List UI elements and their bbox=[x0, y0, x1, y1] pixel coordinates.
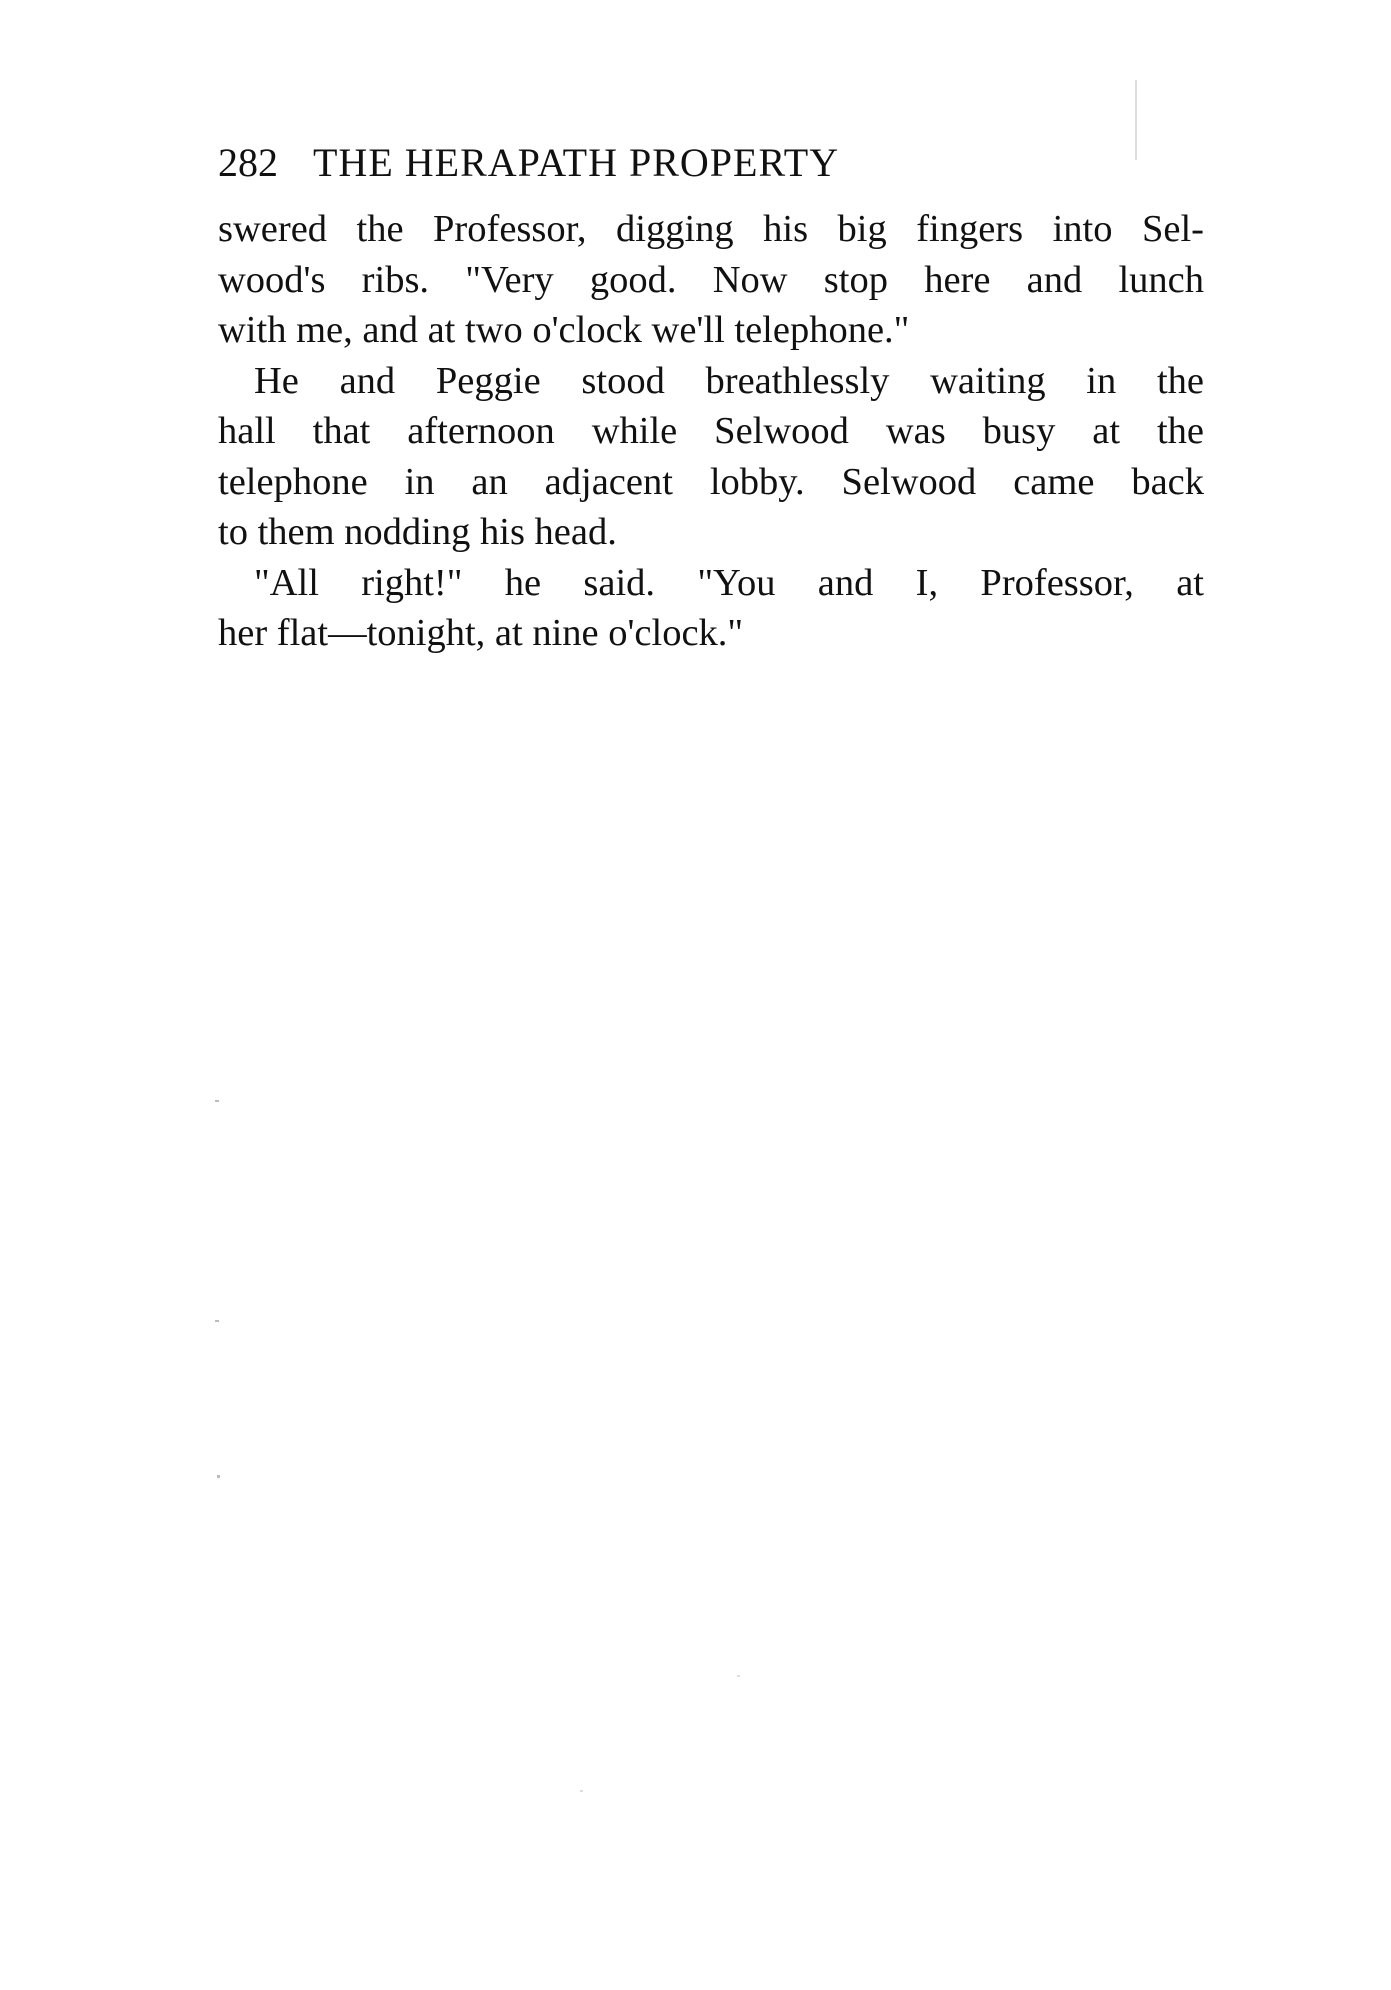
paragraph bbox=[218, 356, 1204, 558]
scan-speck bbox=[215, 1100, 219, 1102]
scan-speck bbox=[737, 1675, 740, 1677]
text-line: with me, and at two o'clock we'll telephone." bbox=[218, 309, 910, 351]
text-line: hall that afternoon while Selwood was busy at the bbox=[218, 410, 1204, 452]
text-line: He and Peggie stood breathlessly waiting in the bbox=[254, 359, 1204, 402]
running-title: THE HERAPATH PROPERTY bbox=[313, 140, 840, 185]
page-header bbox=[218, 138, 1098, 188]
scan-speck bbox=[580, 1790, 583, 1792]
text-line: swered the Professor, digging his big fingers into Sel- bbox=[218, 208, 1204, 250]
paragraph bbox=[218, 204, 1204, 356]
text-line: wood's ribs. "Very good. Now stop here and lunch bbox=[218, 258, 1204, 301]
paragraph bbox=[218, 558, 1204, 659]
text-line: "All right!" he said. "You and I, Professor, at bbox=[254, 561, 1204, 604]
scan-speck bbox=[215, 1320, 219, 1322]
page-number: 282 bbox=[218, 140, 278, 185]
body-text bbox=[218, 204, 1204, 659]
scan-speck bbox=[217, 1475, 220, 1478]
scan-speck bbox=[1135, 80, 1137, 160]
text-line: her flat—tonight, at nine o'clock." bbox=[218, 612, 744, 654]
text-line: telephone in an adjacent lobby. Selwood came back bbox=[218, 460, 1204, 503]
text-line: to them nodding his head. bbox=[218, 511, 617, 553]
